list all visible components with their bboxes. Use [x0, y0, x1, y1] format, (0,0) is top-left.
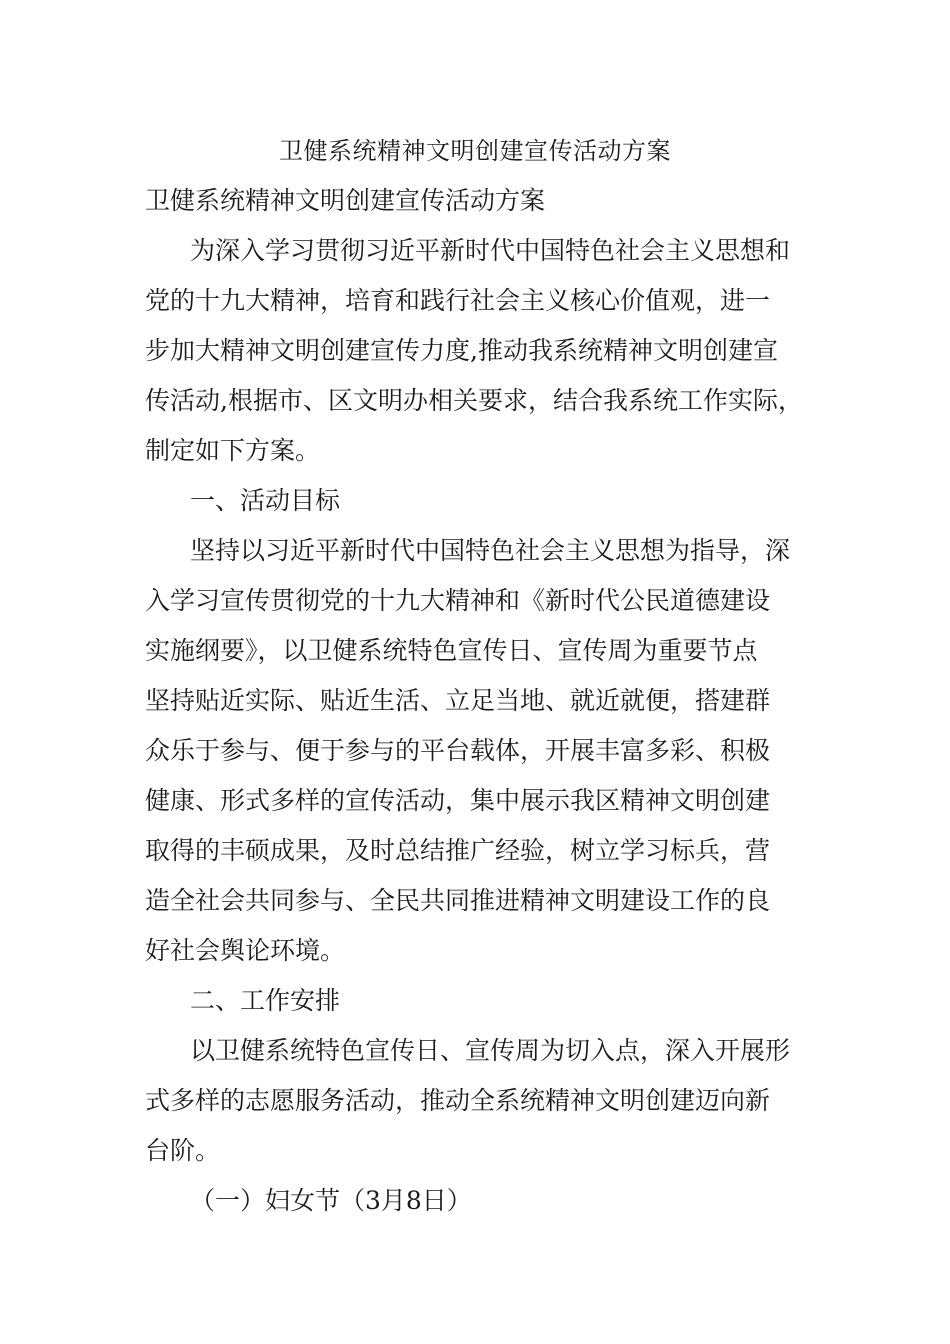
- paragraph-line: 党的十九大精神，培育和践行社会主义核心价值观，进一: [145, 286, 771, 315]
- paragraph-line: 步加大精神文明创建宣传力度,推动我系统精神文明创建宣: [145, 336, 778, 365]
- paragraph-line: 健康、形式多样的宣传活动，集中展示我区精神文明创建: [145, 786, 771, 815]
- section-heading: 二、工作安排: [190, 986, 341, 1015]
- paragraph-line: 众乐于参与、便于参与的平台载体，开展丰富多彩、积极: [145, 736, 771, 765]
- paragraph-line: 为深入学习贯彻习近平新时代中国特色社会主义思想和: [190, 236, 791, 265]
- paragraph-line: 坚持以习近平新时代中国特色社会主义思想为指导，深: [190, 536, 791, 565]
- paragraph-line: 传活动,根据市、区文明办相关要求，结合我系统工作实际，: [145, 386, 803, 415]
- document-title: 卫健系统精神文明创建宣传活动方案: [279, 137, 671, 165]
- section-heading: 一、活动目标: [190, 486, 341, 515]
- paragraph-line: 取得的丰硕成果，及时总结推广经验，树立学习标兵，营: [145, 836, 771, 865]
- subsection-heading: （一）妇女节（3月8日）: [190, 1186, 472, 1215]
- paragraph-line: 台阶。: [145, 1136, 221, 1165]
- paragraph-line: 制定如下方案。: [145, 436, 321, 465]
- paragraph-line: 以卫健系统特色宣传日、宣传周为切入点，深入开展形: [190, 1036, 791, 1065]
- paragraph-line: 入学习宣传贯彻党的十九大精神和《新时代公民道德建设: [145, 586, 771, 615]
- paragraph-line: 实施纲要》，以卫健系统特色宣传日、宣传周为重要节点: [145, 636, 758, 665]
- paragraph-line: 式多样的志愿服务活动，推动全系统精神文明创建迈向新: [145, 1086, 771, 1115]
- document-subtitle: 卫健系统精神文明创建宣传活动方案: [145, 186, 546, 215]
- paragraph-line: 好社会舆论环境。: [145, 936, 346, 965]
- paragraph-line: 造全社会共同参与、全民共同推进精神文明建设工作的良: [145, 886, 771, 915]
- paragraph-line: 坚持贴近实际、贴近生活、立足当地、就近就便，搭建群: [145, 686, 771, 715]
